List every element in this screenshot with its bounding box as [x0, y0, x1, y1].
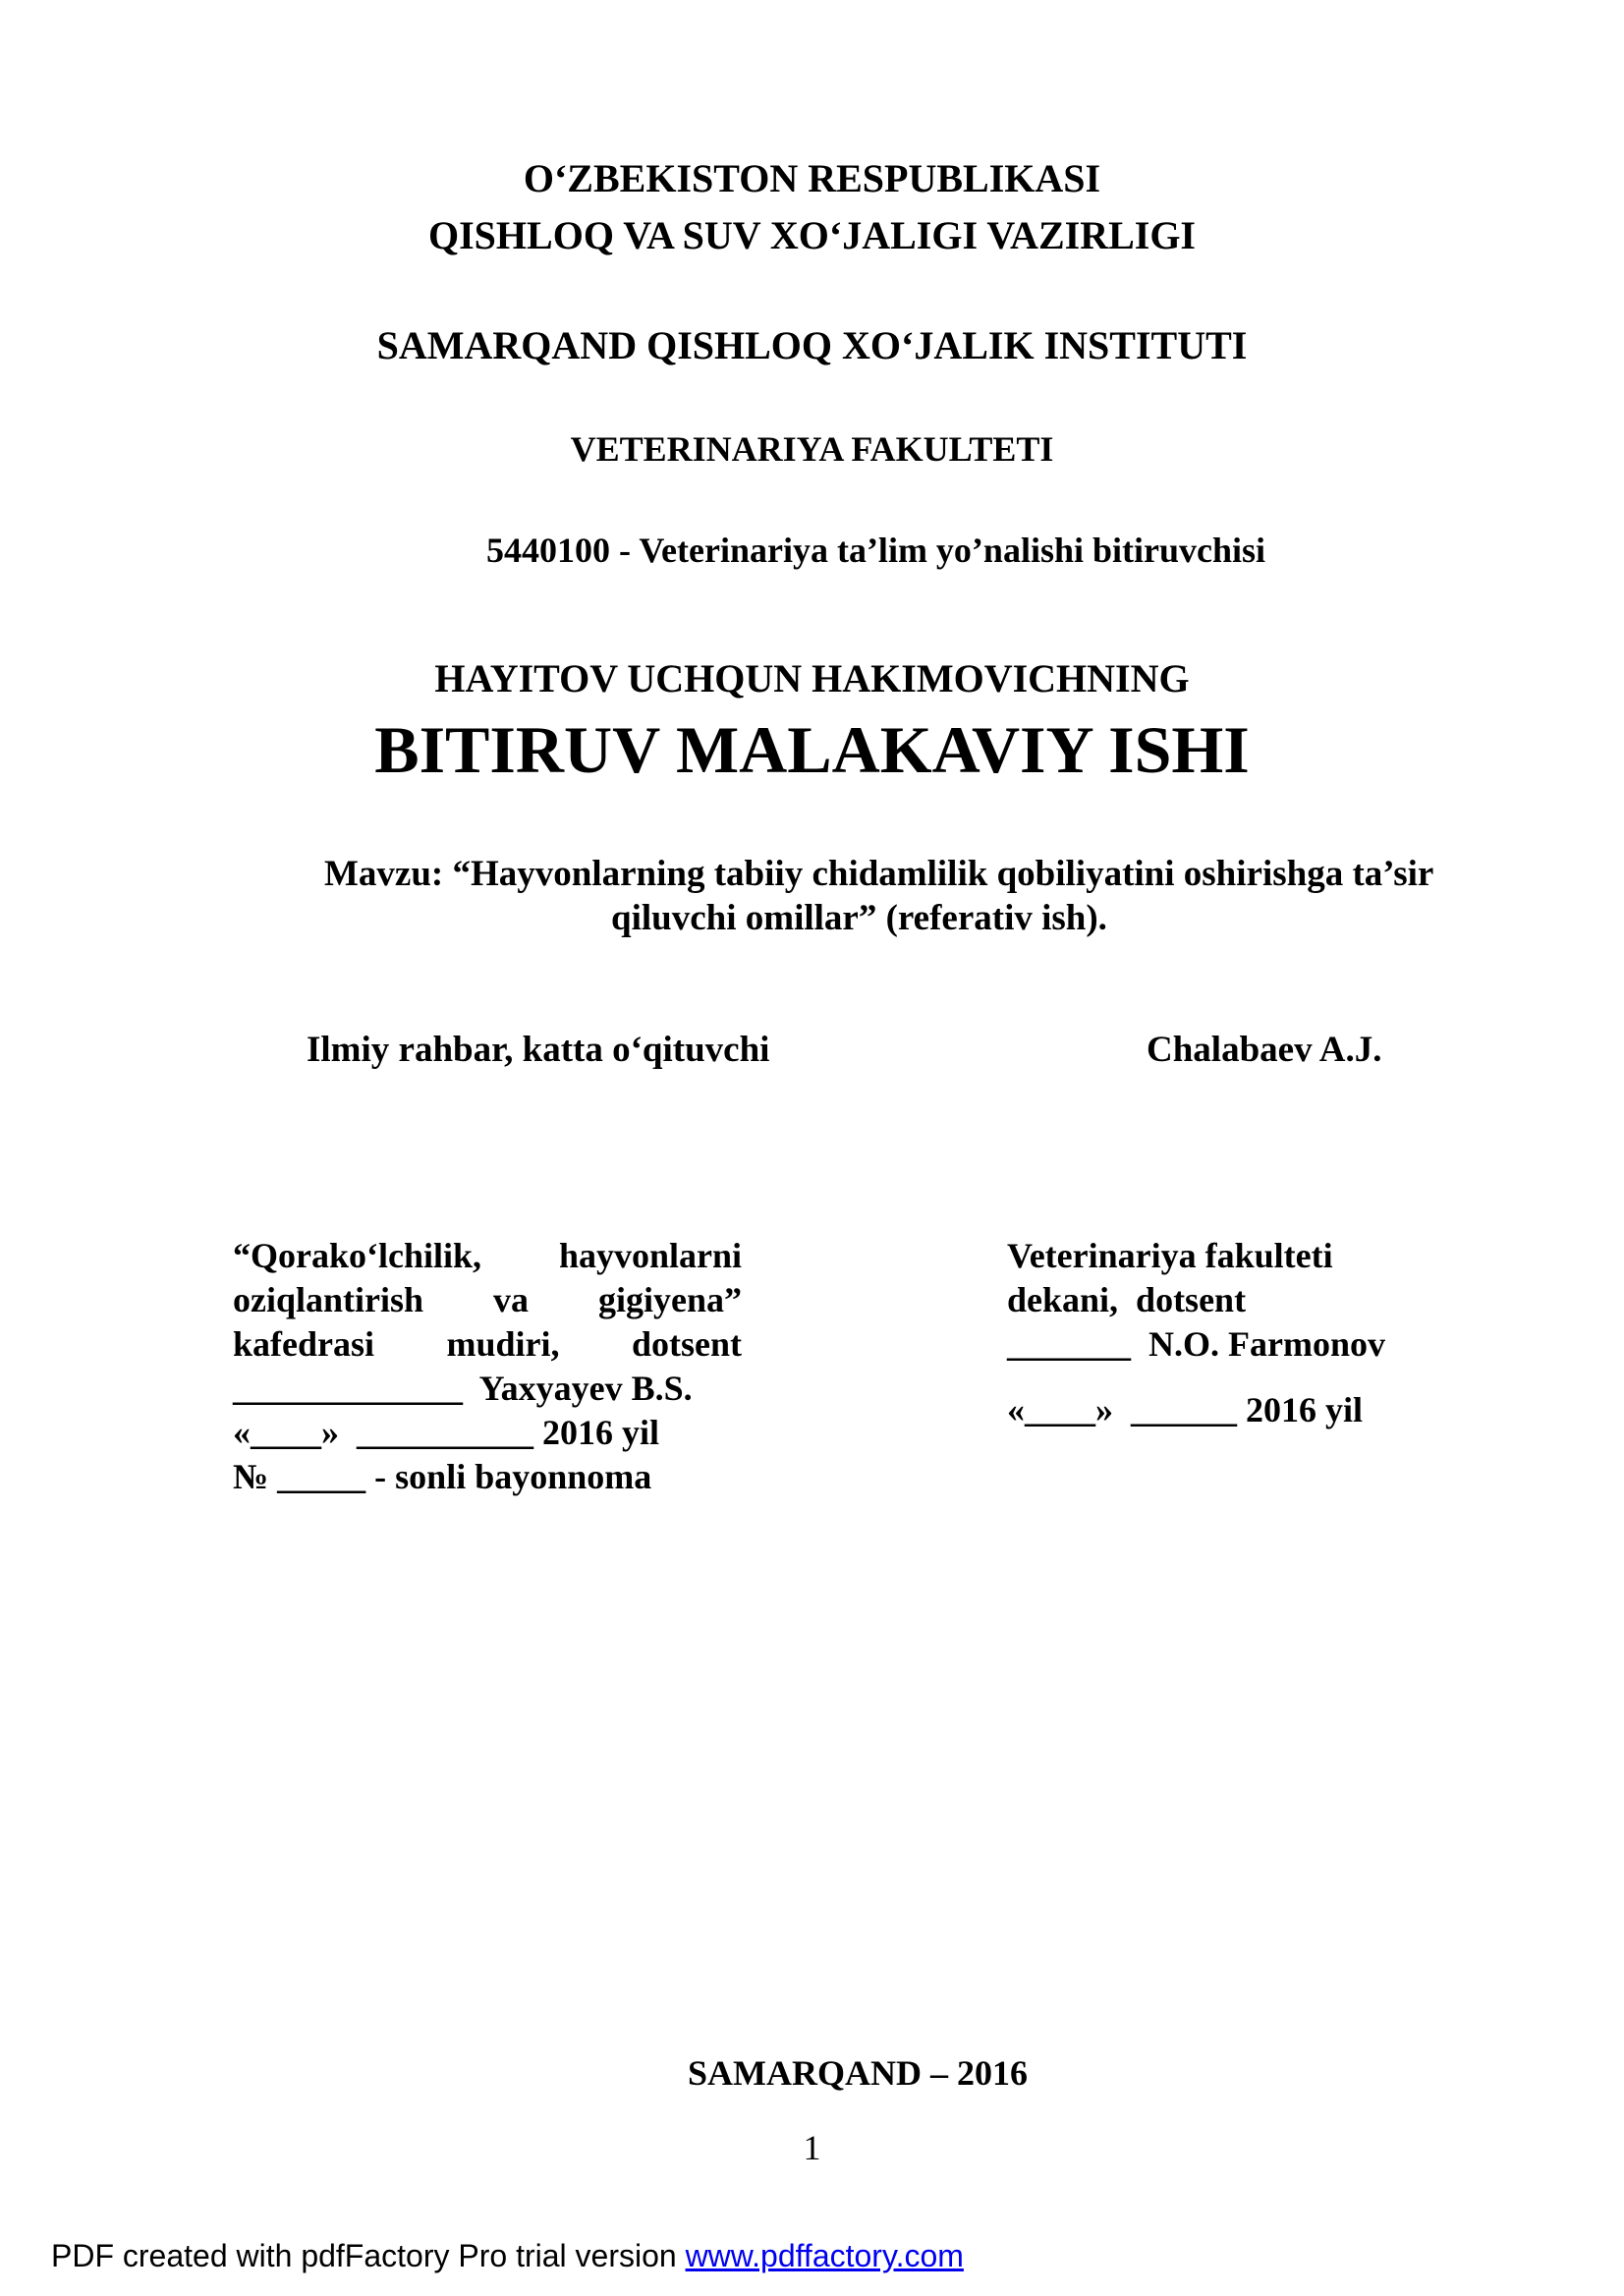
watermark-text: PDF created with pdfFactory Pro trial version [51, 2238, 686, 2273]
topic-line-1: Mavzu: “Hayvonlarning tabiiy chidamlilik qobiliyatini oshirishga ta’sir [324, 854, 1434, 894]
institute-heading: SAMARQAND QISHLOQ XO‘JALIK INSTITUTI [376, 323, 1248, 367]
supervisor-role: Ilmiy rahbar, katta o‘qituvchi [307, 1030, 770, 1070]
department-line-2: oziqlantirish va gigiyena” [233, 1280, 742, 1319]
place-year: SAMARQAND – 2016 [688, 2053, 1028, 2093]
dean-line-2: dekani, dotsent [1007, 1280, 1247, 1319]
department-line-3: kafedrasi mudiri, dotsent [233, 1324, 742, 1364]
ministry-heading: QISHLOQ VA SUV XO‘JALIGI VAZIRLIGI [427, 213, 1196, 257]
specialty-line: 5440100 - Veterinariya ta’lim yo’nalishi bitiruvchisi [486, 531, 1266, 570]
republic-heading: O‘ZBEKISTON RESPUBLIKASI [523, 156, 1101, 200]
page-number: 1 [803, 2128, 821, 2167]
department-approval-block [233, 1234, 742, 1499]
dean-line-1: Veterinariya fakulteti [1007, 1236, 1333, 1275]
supervisor-name: Chalabaev A.J. [1147, 1030, 1382, 1070]
dean-date-line: «____» ______ 2016 yil [1007, 1390, 1364, 1429]
department-date-line: «____» __________ 2016 yil [233, 1413, 660, 1452]
protocol-number-line: № _____ - sonli bayonnoma [233, 1457, 652, 1496]
author-name: HAYITOV UCHQUN HAKIMOVICHNING [434, 656, 1190, 700]
pdf-watermark [51, 2240, 964, 2271]
pdffactory-link[interactable]: www.pdffactory.com [685, 2238, 964, 2273]
department-signature-line: _____________ Yaxyayev B.S. [233, 1369, 693, 1408]
faculty-heading: VETERINARIYA FAKULTETI [570, 429, 1054, 469]
dean-signature-line: _______ N.O. Farmonov [1007, 1324, 1385, 1364]
topic-line-2: qiluvchi omillar” (referativ ish). [611, 898, 1107, 938]
dean-approval-block [1007, 1234, 1498, 1432]
department-line-1: “Qorako‘lchilik, hayvonlarni [233, 1236, 742, 1275]
work-title: BITIRUV MALAKAVIY ISHI [374, 712, 1250, 787]
